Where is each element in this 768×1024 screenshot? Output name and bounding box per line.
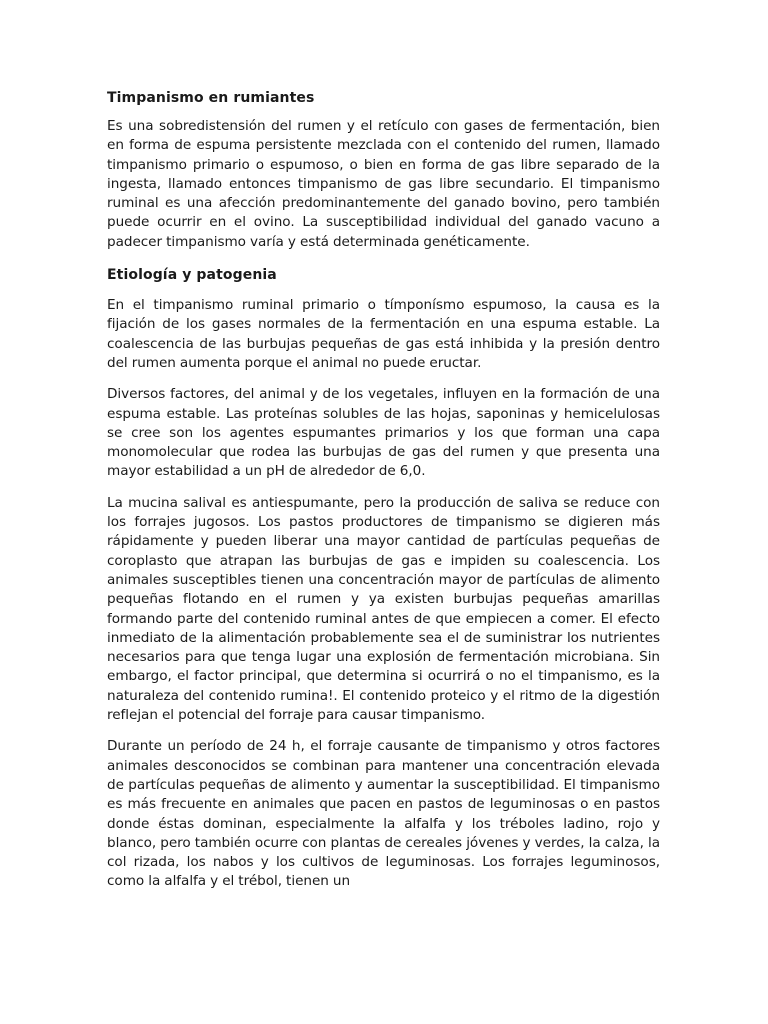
paragraph-causa: En el timpanismo ruminal primario o tímponísmo espumoso, la causa es la fijación de los gases normales de la fermentación en una espuma estable. La coalescencia de las burbujas pequeñas de gas está inhibida y la presión dentro del rumen aumenta porque el animal no puede eructar. — [107, 297, 660, 371]
document-page — [107, 88, 660, 892]
paragraph-periodo: Durante un período de 24 h, el forraje causante de timpanismo y otros factores animales desconocidos se combinan para mantener una concentración elevada de partículas pequeñas de alimento y aumentar la susceptibilidad. El timpanismo es más frecuente en animales que pacen en pastos de leguminosas o en pastos donde éstas dominan, especialmente la alfalfa y los tréboles ladino, rojo y blanco, pero también ocurre con plantas de cereales jóvenes y verdes, la calza, la col rizada, los nabos y los cultivos de leguminosas. Los forrajes leguminosos, como la alfalfa y el trébol, tienen un — [107, 738, 660, 890]
section-heading: Etiología y patogenia — [107, 267, 277, 284]
paragraph-mucina: La mucina salival es antiespumante, pero la producción de saliva se reduce con los forrajes jugosos. Los pastos productores de timpanismo se digieren más rápidamente y pueden liberar una mayor cantidad de partículas pequeñas de coroplasto que atrapan las burbujas de gas e impiden su coalescencia. Los animales susceptibles tienen una concentración mayor de partículas de alimento pequeñas flotando en el rumen y ya existen burbujas pequeñas amarillas formando parte del contenido ruminal antes de que empiecen a comer. El efecto inmediato de la alimentación probablemente sea el de suministrar los nutrientes necesarios para que tenga lugar una explosión de fermentación microbiana. Sin embargo, el factor principal, que determina si ocurrirá o no el timpanismo, es la naturaleza del contenido rumina!. El contenido proteico y el ritmo de la digestión reflejan el potencial del forraje para causar timpanismo. — [107, 494, 660, 724]
paragraph-factores: Diversos factores, del animal y de los vegetales, influyen en la formación de una espuma estable. Las proteínas solubles de las hojas, saponinas y hemicelulosas se cree son los agentes espumantes primarios y los que forman una capa monomolecular que rodea las burbujas de gas del rumen y que presenta una mayor estabilidad a un pH de alrededor de 6,0. — [107, 386, 660, 480]
document-title: Timpanismo en rumiantes — [107, 90, 315, 106]
intro-paragraph: Es una sobredistensión del rumen y el retículo con gases de fermentación, bien en forma de espuma persistente mezclada con el contenido del rumen, llamado timpanismo primario o espumoso, o bien en forma de gas libre separado de la ingesta, llamado entonces timpanismo de gas libre secundario. El timpanismo ruminal es una afección predominantemente del ganado bovino, pero también puede ocurrir en el ovino. La susceptibilidad individual del ganado vacuno a padecer timpanismo varía y está determinada genéticamente. — [107, 118, 660, 250]
